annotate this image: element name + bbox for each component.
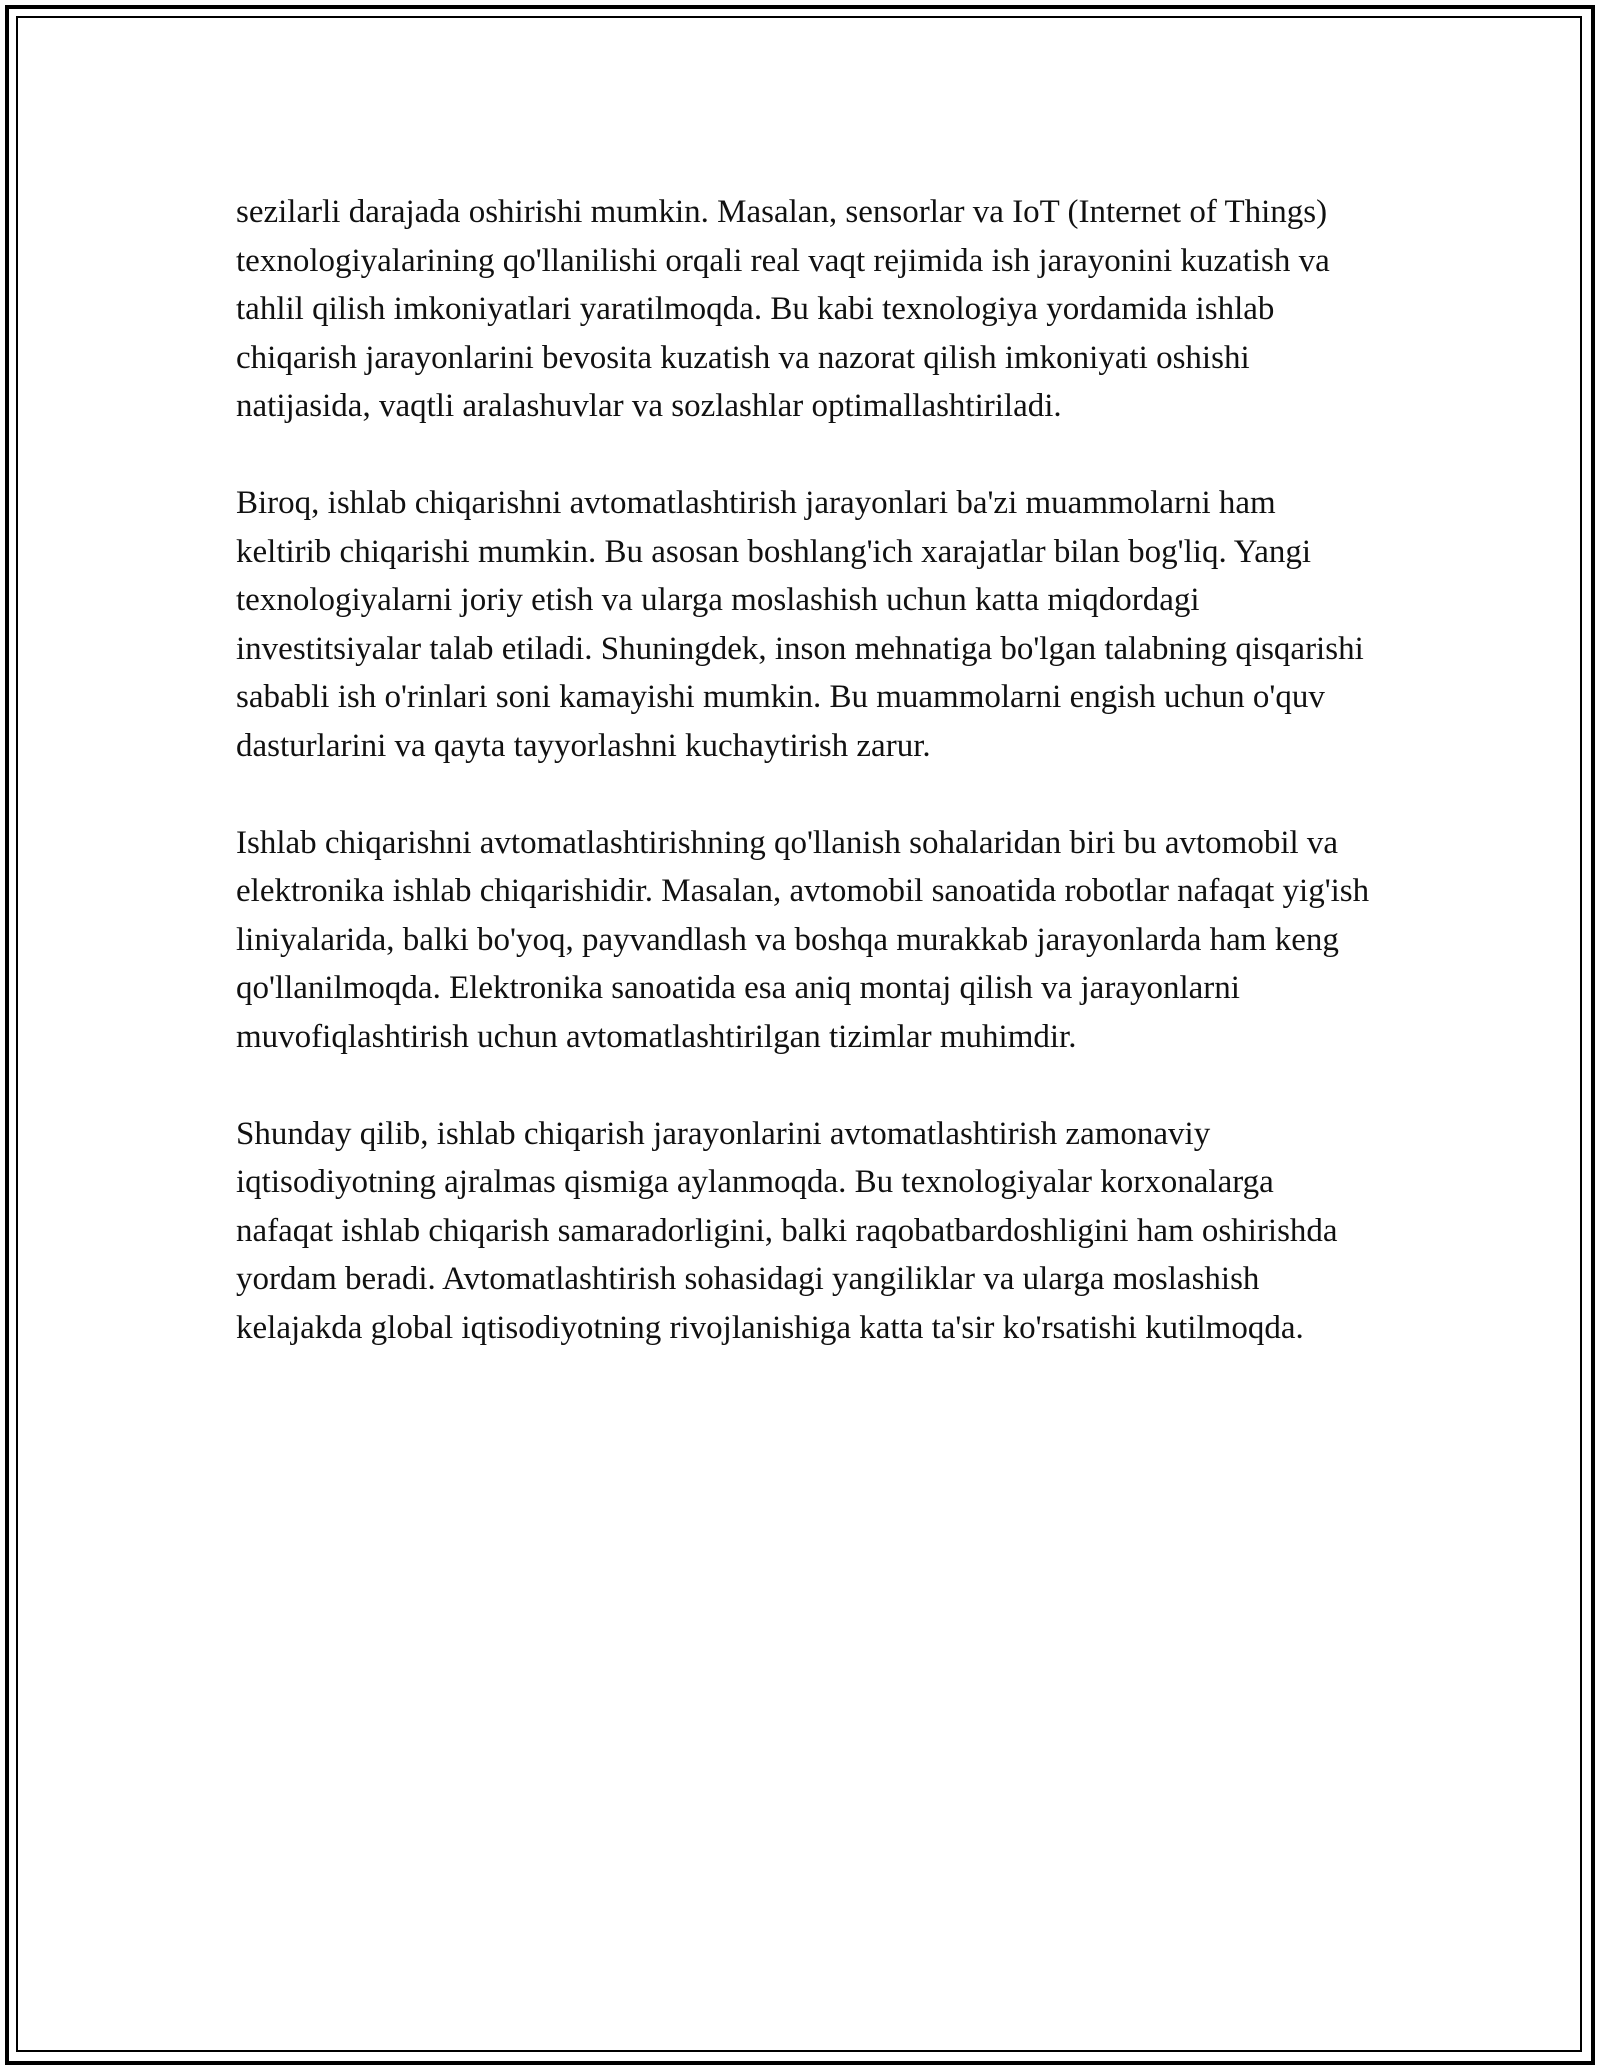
paragraph-1: sezilarli darajada oshirishi mumkin. Masalan, sensorlar va IoT (Internet of Things) texnologiyalarining qo'llanilishi orqali real vaqt rejimida ish jarayonini kuzatish va tahlil qilish imkoniyatlari yaratilmoqda. Bu kabi texnologiya yordamida ishlab chiqarish jarayonlarini bevosita kuzatish va nazorat qilish imkoniyati oshishi natijasida, vaqtli aralashuvlar va sozlashlar optimallashtiriladi. (236, 194, 1330, 424)
paragraph-4: Shunday qilib, ishlab chiqarish jarayonlarini avtomatlashtirish zamonaviy iqtisodiyotning ajralmas qismiga aylanmoqda. Bu texnologiyalar korxonalarga nafaqat ishlab chiqarish samaradorligini, balki raqobatbardoshligini ham oshirishda yordam beradi. Avtomatlashtirish sohasidagi yangiliklar va ularga moslashish kelajakda global iqtisodiyotning rivojlanishiga katta ta'sir ko'rsatishi kutilmoqda. (236, 1115, 1338, 1346)
paragraph-2: Biroq, ishlab chiqarishni avtomatlashtirish jarayonlari ba'zi muammolarni ham keltirib chiqarishi mumkin. Bu asosan boshlang'ich xarajatlar bilan bog'liq. Yangi texnologiyalarni joriy etish va ularga moslashish uchun katta miqdordagi investitsiyalar talab etiladi. Shuningdek, inson mehnatiga bo'lgan talabning qisqarishi sababli ish o'rinlari soni kamayishi mumkin. Bu muammolarni engish uchun o'quv dasturlarini va qayta tayyorlashni kuchaytirish zarur. (236, 485, 1364, 764)
document-body (236, 188, 1376, 1401)
paragraph-3: Ishlab chiqarishni avtomatlashtirishning qo'llanish sohalaridan biri bu avtomobil va elektronika ishlab chiqarishidir. Masalan, avtomobil sanoatida robotlar nafaqat yig'ish liniyalarida, balki bo'yoq, payvandlash va boshqa murakkab jarayonlarda ham keng qo'llanilmoqda. Elektronika sanoatida esa aniq montaj qilish va jarayonlarni muvofiqlashtirish uchun avtomatlashtirilgan tizimlar muhimdir. (236, 824, 1370, 1055)
